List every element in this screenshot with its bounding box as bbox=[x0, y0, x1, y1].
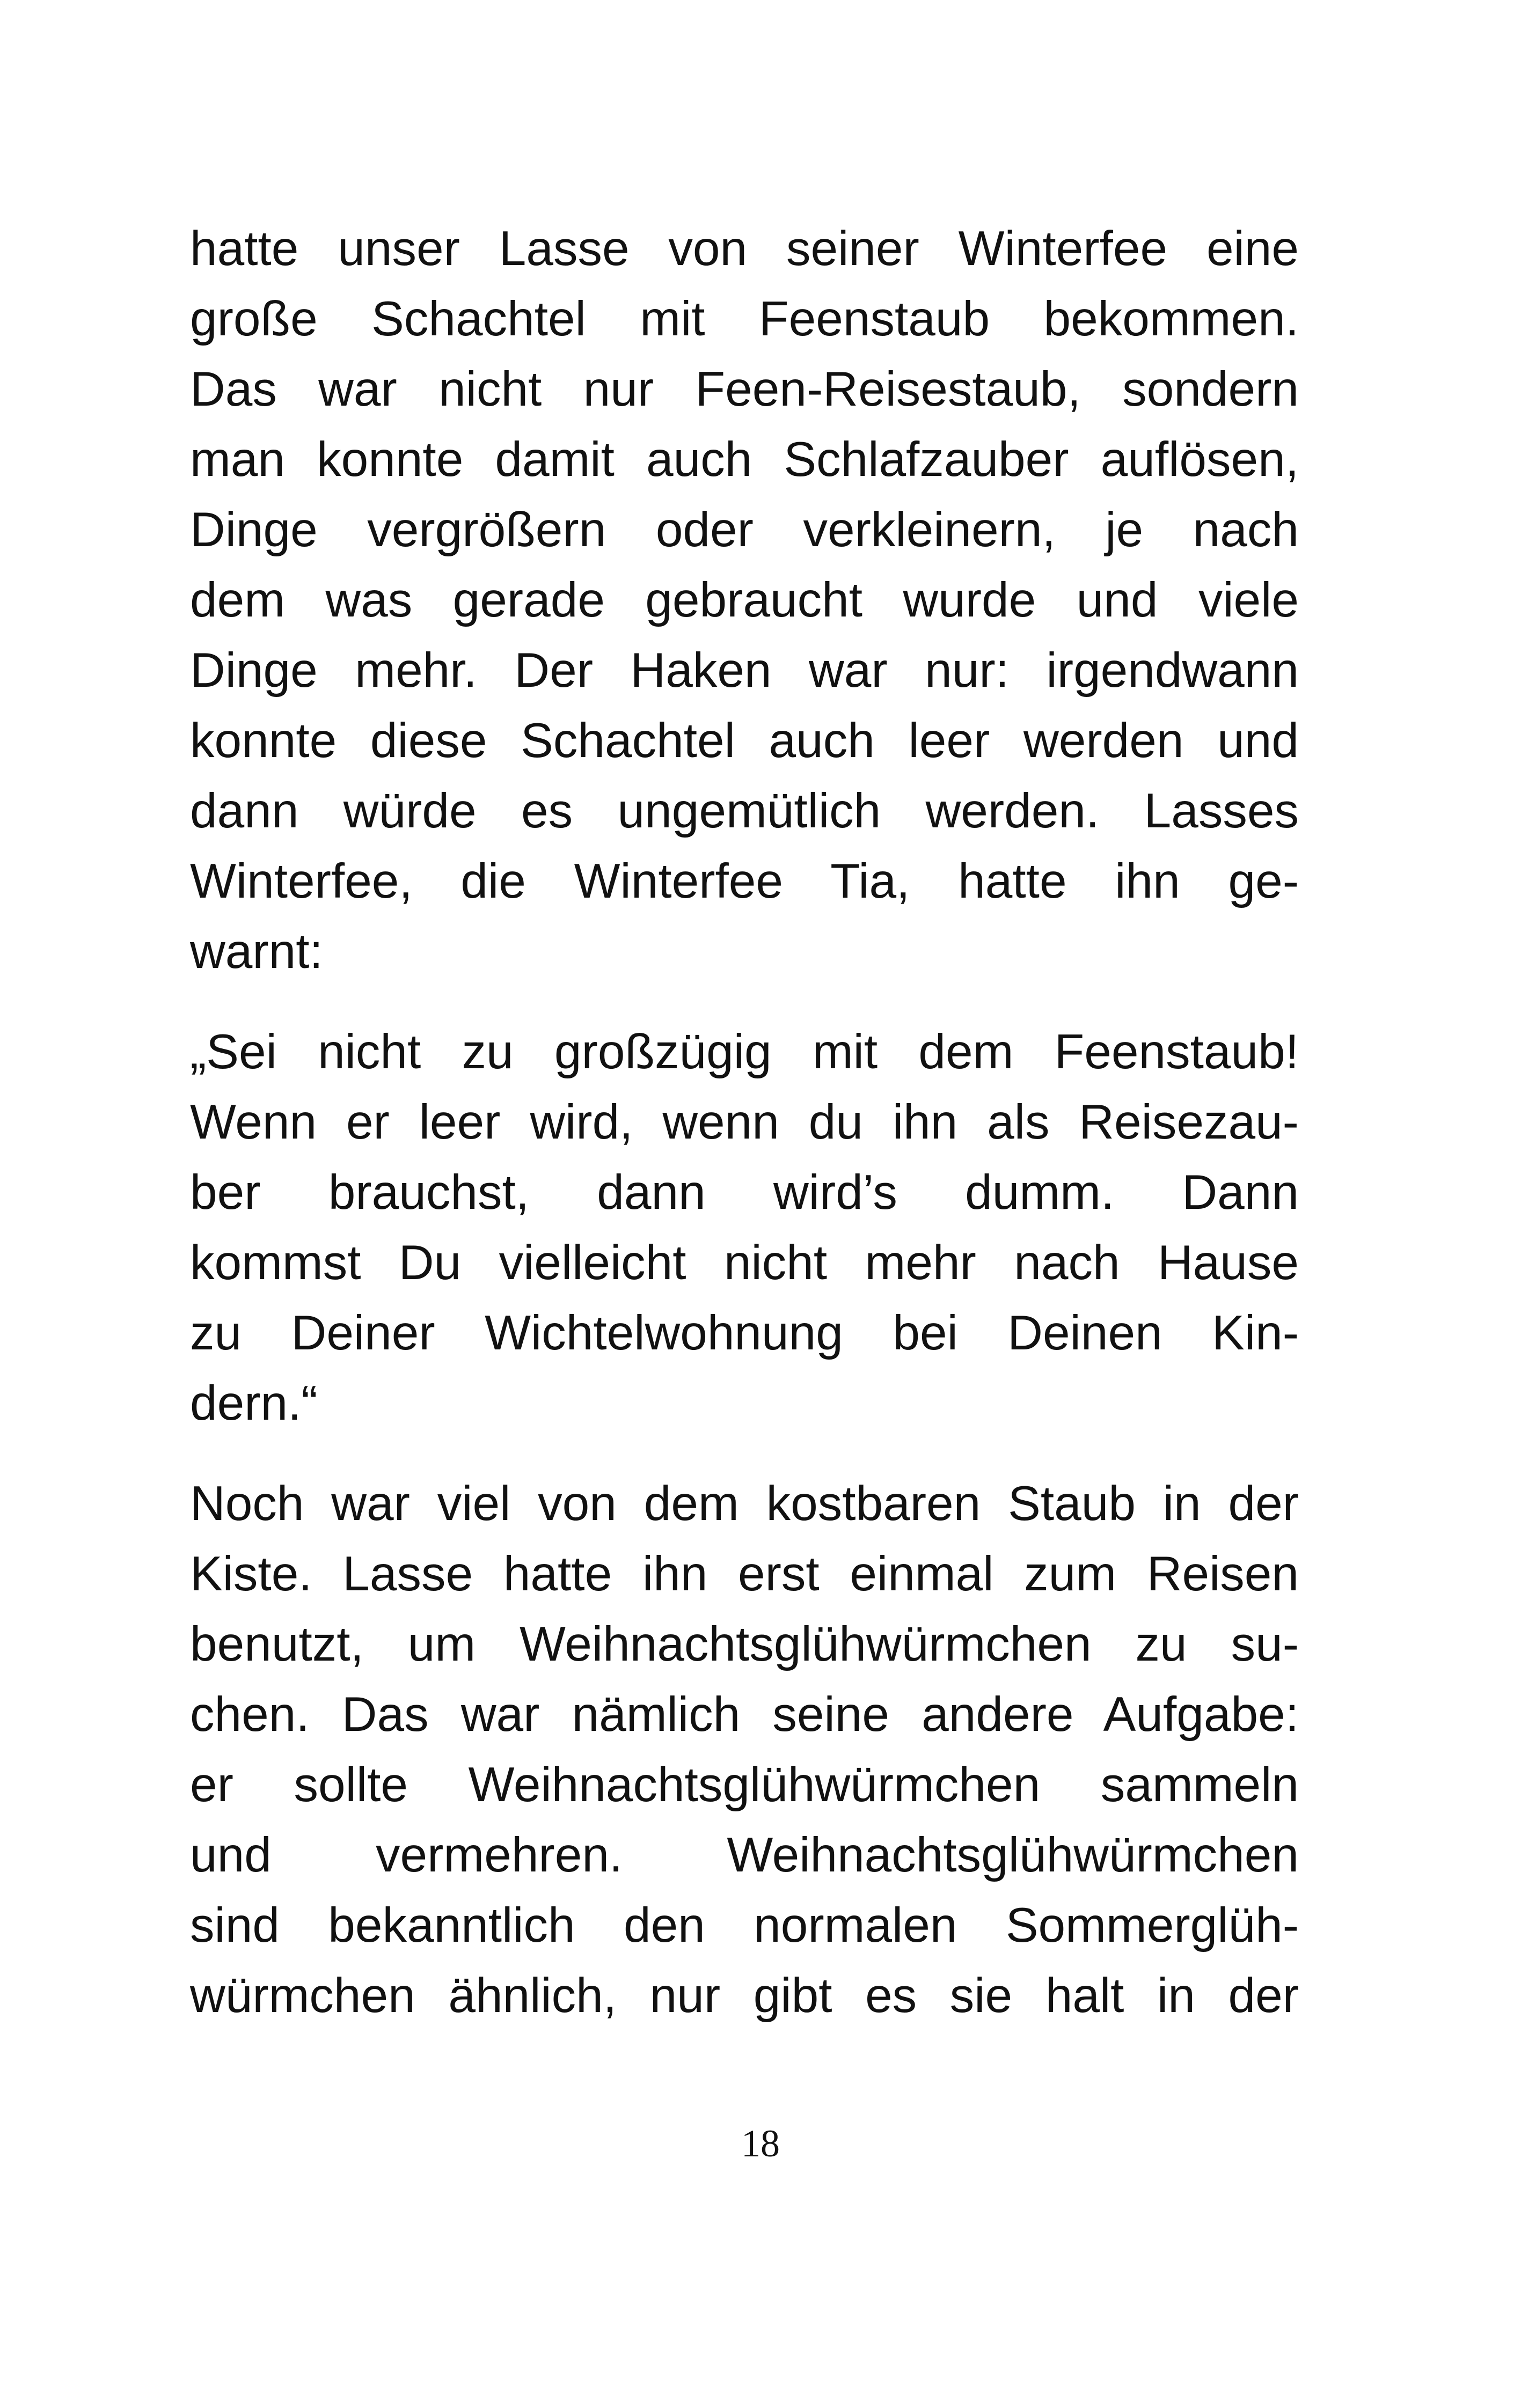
text-line: benutzt, um Weihnachtsglühwürmchen zu su- bbox=[190, 1617, 1299, 1671]
paragraph-1 bbox=[190, 214, 1299, 987]
text-line: Kiste. Lasse hatte ihn erst einmal zum Reisen bbox=[190, 1547, 1299, 1601]
text-line: kommst Du vielleicht nicht mehr nach Hause bbox=[190, 1236, 1299, 1290]
text-line: „Sei nicht zu großzügig mit dem Feenstaub! bbox=[190, 1025, 1299, 1079]
text-line: Winterfee, die Winterfee Tia, hatte ihn ge- bbox=[190, 854, 1299, 908]
text-line: er sollte Weihnachtsglühwürmchen sammeln bbox=[190, 1758, 1299, 1812]
page-body-text bbox=[190, 214, 1299, 2031]
text-line: sind bekanntlich den normalen Sommerglüh- bbox=[190, 1898, 1299, 1952]
text-line: dem was gerade gebraucht wurde und viele bbox=[190, 573, 1299, 627]
paragraph-spacing bbox=[190, 1438, 1299, 1469]
text-line: hatte unser Lasse von seiner Winterfee eine bbox=[190, 222, 1299, 276]
text-line: dann würde es ungemütlich werden. Lasses bbox=[190, 784, 1299, 838]
text-line: würmchen ähnlich, nur gibt es sie halt in der bbox=[190, 1969, 1299, 2023]
paragraph-2 bbox=[190, 1017, 1299, 1438]
text-line: Noch war viel von dem kostbaren Staub in der bbox=[190, 1477, 1299, 1531]
paragraph-3 bbox=[190, 1469, 1299, 2031]
page-number: 18 bbox=[741, 2122, 780, 2165]
text-line: Wenn er leer wird, wenn du ihn als Reisezau- bbox=[190, 1095, 1299, 1149]
paragraph-spacing bbox=[190, 987, 1299, 1017]
text-line: zu Deiner Wichtelwohnung bei Deinen Kin- bbox=[190, 1306, 1299, 1360]
text-line: Dinge vergrößern oder verkleinern, je nach bbox=[190, 503, 1299, 557]
text-line: Das war nicht nur Feen-Reisestaub, sondern bbox=[190, 362, 1299, 416]
text-line: chen. Das war nämlich seine andere Aufgabe: bbox=[190, 1687, 1299, 1742]
text-line: Dinge mehr. Der Haken war nur: irgendwann bbox=[190, 643, 1299, 698]
text-line: große Schachtel mit Feenstaub bekommen. bbox=[190, 292, 1299, 346]
text-line: man konnte damit auch Schlafzauber auflösen, bbox=[190, 432, 1299, 487]
text-line: und vermehren. Weihnachtsglühwürmchen bbox=[190, 1828, 1299, 1882]
text-line: warnt: bbox=[190, 924, 323, 979]
text-line: dern.“ bbox=[190, 1376, 318, 1430]
text-line: konnte diese Schachtel auch leer werden und bbox=[190, 714, 1299, 768]
text-line: ber brauchst, dann wird’s dumm. Dann bbox=[190, 1165, 1299, 1220]
